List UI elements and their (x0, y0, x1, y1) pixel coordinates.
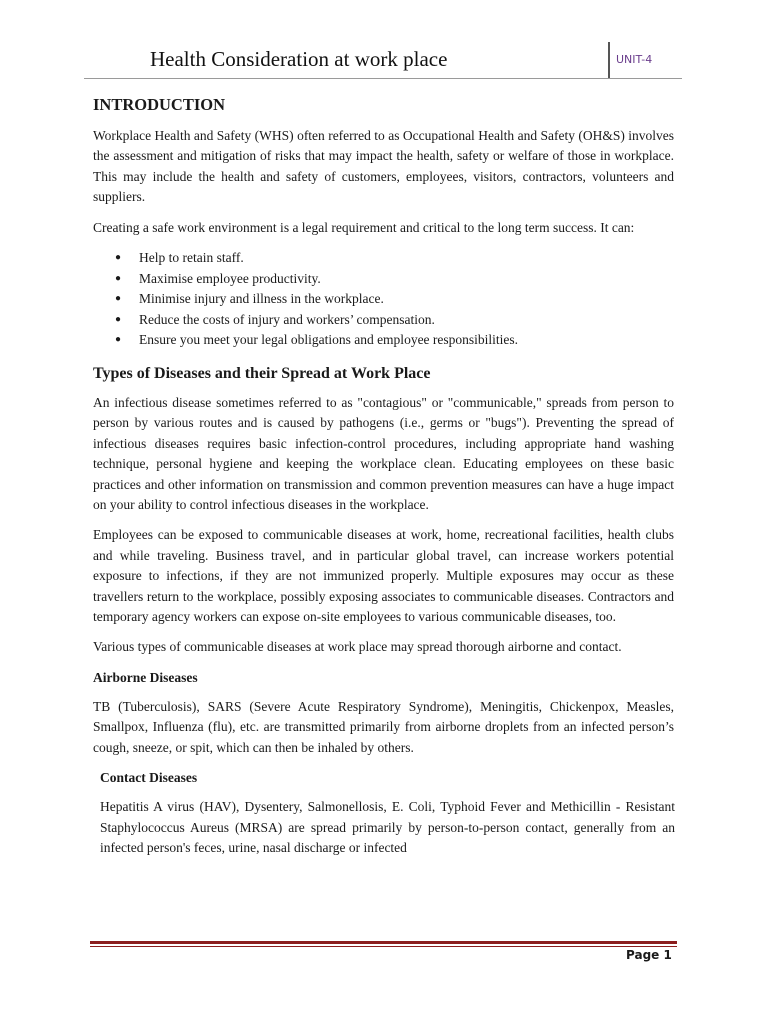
bullet-icon: ● (115, 252, 122, 264)
document-body (93, 94, 674, 868)
list-item: ● Reduce the costs of injury and workers’ compensation. (139, 310, 674, 331)
page-header-title: Health Consideration at work place (150, 47, 448, 71)
types-heading: Types of Diseases and their Spread at Work Place (93, 365, 431, 382)
list-item: ● Maximise employee productivity. (139, 269, 674, 290)
airborne-heading: Airborne Diseases (93, 669, 198, 685)
footer-rule-thick (90, 941, 677, 944)
airborne-paragraph: TB (Tuberculosis), SARS (Severe Acute Respiratory Syndrome), Meningitis, Chickenpox, Measles, Smallpox, Influenza (flu), etc. are transmitted primarily from airborne droplets from an infected person’s cough, sneeze, or spit, which can then be inhaled by others. (93, 698, 674, 755)
list-item: ● Minimise injury and illness in the workplace. (139, 289, 674, 310)
bullet-icon: ● (115, 272, 122, 284)
contact-heading: Contact Diseases (100, 770, 198, 786)
unit-label: UNIT-4 (616, 53, 653, 66)
intro-paragraph-2: Creating a safe work environment is a legal requirement and critical to the long term success. It can: (93, 219, 635, 235)
list-item: ● Help to retain staff. (139, 248, 674, 269)
header-rule (84, 78, 682, 79)
bullet-icon: ● (115, 334, 122, 346)
benefits-list (93, 248, 674, 351)
page-number: Page 1 (626, 948, 672, 962)
bullet-icon: ● (115, 313, 122, 325)
footer-rule-thin (90, 946, 677, 947)
list-item: ● Ensure you meet your legal obligations and employee responsibilities. (139, 330, 674, 351)
types-paragraph-2: Employees can be exposed to communicable diseases at work, home, recreational facilities, health clubs and while traveling. Business travel, and in particular global travel, can increase workers potential exposure to infections, if they are not immunized properly. Multiple exposures may occur as these travellers return to the workplace, possibly exposing associates to communicable diseases. Contractors and temporary agency workers can expose on-site employees to various communicable diseases, too. (93, 527, 674, 625)
contact-section (93, 768, 675, 858)
bullet-icon: ● (115, 293, 122, 305)
types-paragraph-1: An infectious disease sometimes referred to as "contagious" or "communicable," spreads from person to person by various routes and is caused by pathogens (i.e., germs or "bugs"). Preventing the spread of infectious diseases requires basic infection-control procedures, including appropriate hand washing technique, personal hygiene and keeping the workplace clean. Educating employees on these basic practices and other information on transmission and common prevention measures can have a huge impact on your ability to control infectious diseases in the workplace. (93, 395, 674, 513)
intro-heading: INTRODUCTION (93, 95, 226, 114)
contact-paragraph: Hepatitis A virus (HAV), Dysentery, Salmonellosis, E. Coli, Typhoid Fever and Methicillin - Resistant Staphylococcus Aureus (MRSA) are spread primarily by person-to-person contact, generally from an infected person's feces, urine, nasal discharge or infected (100, 799, 675, 855)
intro-paragraph-1: Workplace Health and Safety (WHS) often referred to as Occupational Health and Safety (OH&S) involves the assessment and mitigation of risks that may impact the health, safety or welfare of those in workplace. This may include the health and safety of customers, employees, visitors, contractors, volunteers and suppliers. (93, 128, 674, 205)
header-divider (608, 42, 610, 79)
types-paragraph-3: Various types of communicable diseases at work place may spread thorough airborne and contact. (93, 639, 622, 655)
